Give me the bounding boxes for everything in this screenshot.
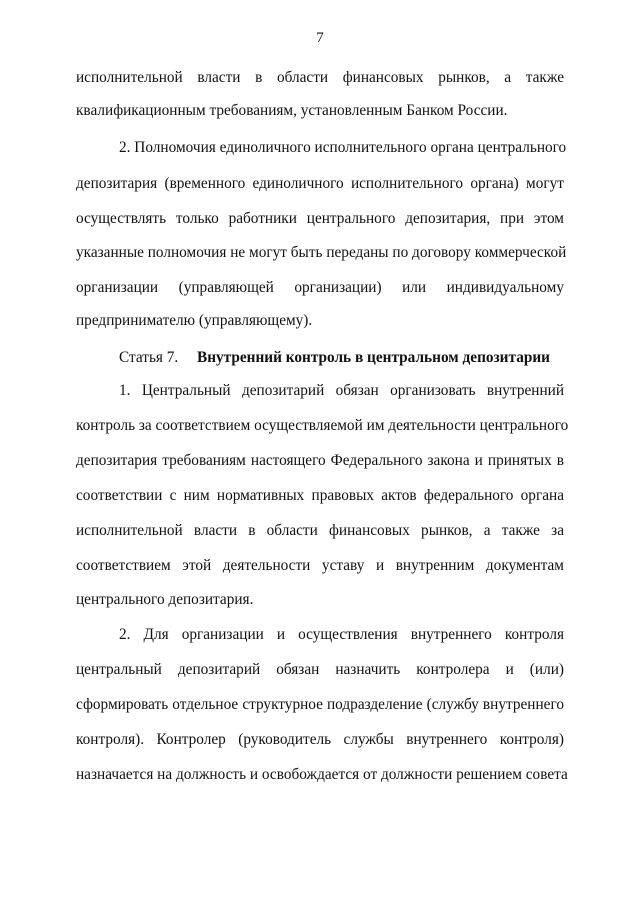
- article-number: Статья 7.: [119, 349, 179, 366]
- text-line: соответствием этой деятельности уставу и внутренним документам: [76, 557, 564, 574]
- text-line: соответствии с ним нормативных правовых актов федерального органа: [76, 487, 564, 504]
- text-line: осуществлять только работники центрального депозитария, при этом: [76, 210, 564, 227]
- text-line: предпринимателю (управляющему).: [76, 312, 313, 329]
- article-heading: [119, 348, 550, 368]
- text-line: организации (управляющей организации) или индивидуальному: [76, 279, 564, 296]
- text-line: депозитария (временного единоличного исполнительного органа) могут: [76, 175, 564, 192]
- text-line: центральный депозитарий обязан назначить контролера и (или): [76, 661, 564, 678]
- text-line: контроль за соответствием осуществляемой им деятельности центрального: [76, 417, 569, 434]
- text-line: исполнительной власти в области финансовых рынков, а также: [76, 69, 564, 86]
- article-7-part-1-first-line: 1. Центральный депозитарий обязан организовать внутренний: [119, 382, 564, 399]
- text-line: указанные полномочия не могут быть переданы по договору коммерческой: [76, 244, 567, 261]
- page-number: 7: [316, 30, 324, 46]
- text-line: исполнительной власти в области финансовых рынков, а также за: [76, 522, 564, 539]
- text-line: сформировать отдельное структурное подразделение (службу внутреннего: [76, 696, 564, 713]
- article-title: Внутренний контроль в центральном депозитарии: [197, 349, 550, 366]
- text-line: депозитария требованиям настоящего Федерального закона и принятых в: [76, 452, 564, 469]
- text-line: контроля). Контролер (руководитель службы внутреннего контроля): [76, 731, 564, 748]
- text-line: центрального депозитария.: [76, 591, 254, 608]
- paragraph-2-first-line: 2. Полномочия единоличного исполнительного органа центрального: [119, 139, 567, 156]
- text-line: квалификационным требованиям, установленным Банком России.: [76, 102, 508, 119]
- text-line: назначается на должность и освобождается от должности решением совета: [76, 766, 568, 783]
- article-7-part-2-first-line: 2. Для организации и осуществления внутреннего контроля: [119, 626, 564, 643]
